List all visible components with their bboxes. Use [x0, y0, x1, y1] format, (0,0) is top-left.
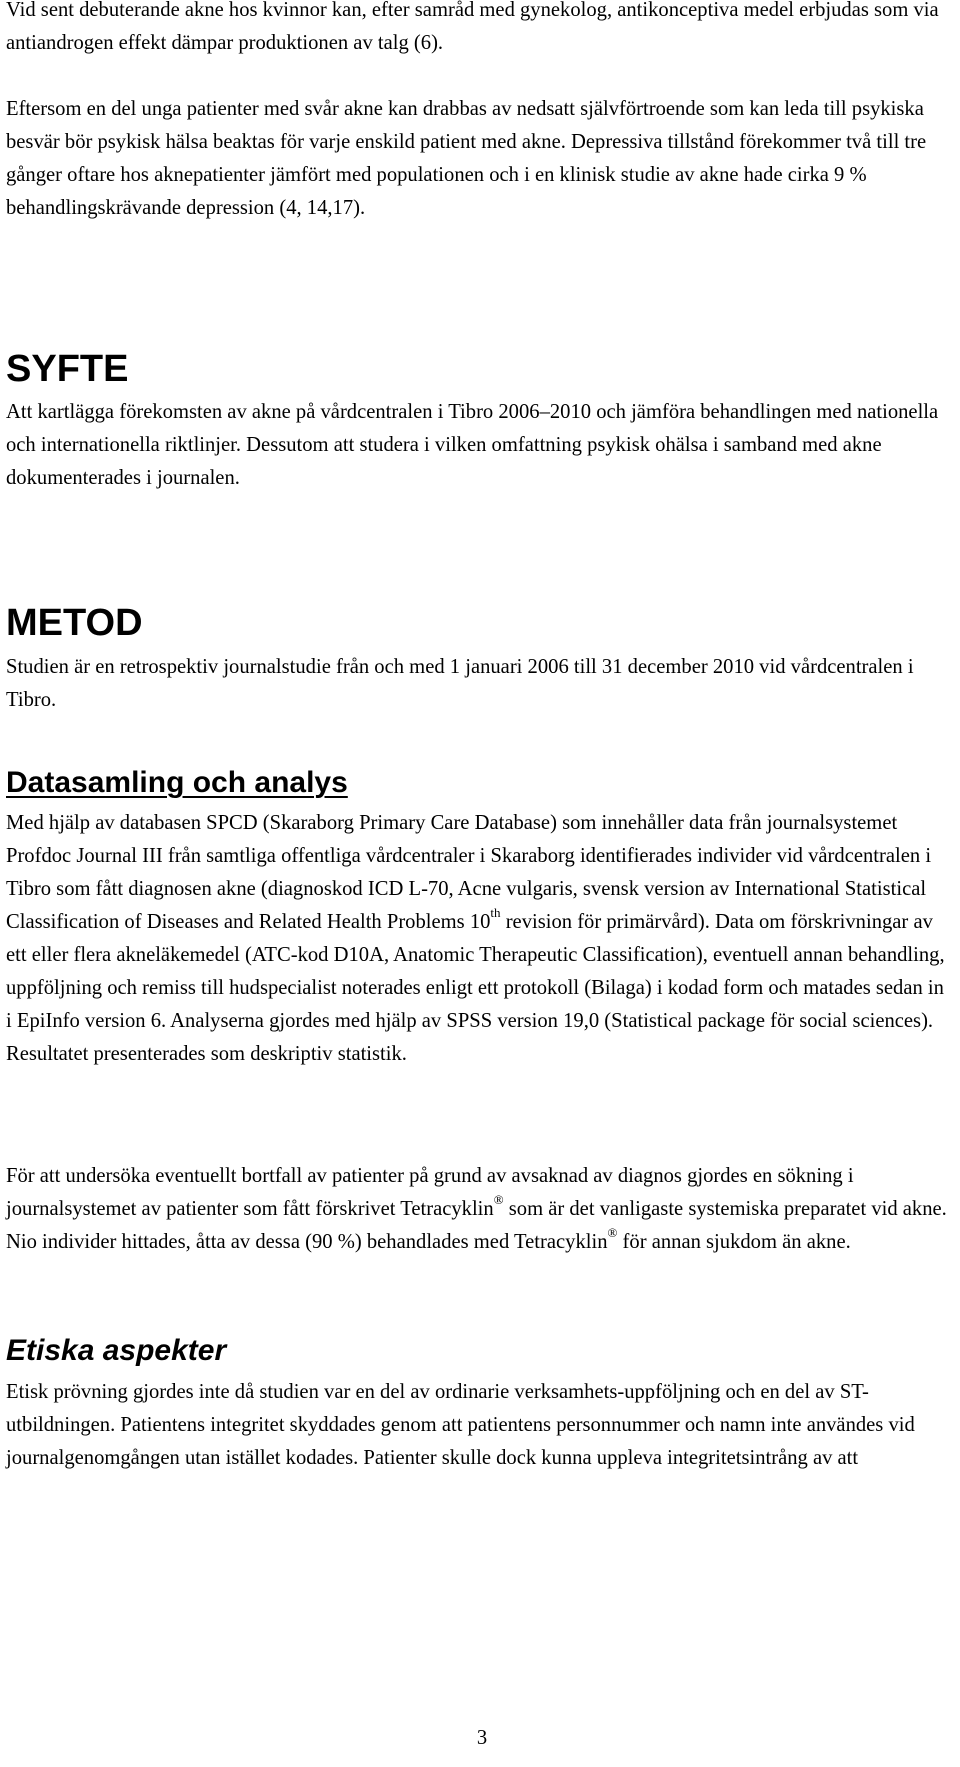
metod-paragraph: Studien är en retrospektiv journalstudie från och med 1 januari 2006 till 31 december 2010 vid vårdcentralen i Tibro. [6, 656, 914, 711]
intro-paragraph-1: Vid sent debuterande akne hos kvinnor kan, efter samråd med gynekolog, antikonceptiva medel erbjudas som via antiandrogen effekt dämpar produktionen av talg (6). [6, 0, 939, 54]
datasamling-p2-text-b: som är det vanligaste systemiska preparatet vid akne. Nio individer hittades, åtta av dessa (90 %) behandlades med Tetracyklin [6, 1198, 947, 1253]
datasamling-paragraph-1 [6, 807, 954, 1071]
ordinal-superscript: th [490, 905, 501, 921]
datasamling-heading: Datasamling och analys [6, 766, 348, 799]
datasamling-p1-text-b: revision för primärvård). Data om förskrivningar av ett eller flera akneläkemedel (ATC-kod D10A, Anatomic Therapeutic Classification), eventuell annan behandling, uppföljning och remiss till hudspecialist noterades enligt ett protokoll (Bilaga) i kodad form och matades sedan in i EpiInfo version 6. Analyserna gjordes med hjälp av SPSS version 19,0 (Statistical package för social sciences). Resultatet presenterades som deskriptiv statistik. [6, 911, 945, 1065]
syfte-paragraph: Att kartlägga förekomsten av akne på vårdcentralen i Tibro 2006–2010 och jämföra behandlingen med nationella och internationella riktlinjer. Dessutom att studera i vilken omfattning psykisk ohälsa i samband med akne dokumenterades i journalen. [6, 401, 939, 489]
datasamling-p2-text-c: för annan sjukdom än akne. [617, 1231, 851, 1253]
registered-mark: ® [607, 1225, 618, 1241]
datasamling-p1-text-a: Med hjälp av databasen SPCD (Skaraborg Primary Care Database) som innehåller data från journalsystemet Profdoc Journal III från samtliga offentliga vårdcentraler i Skaraborg identifierades individer vid vårdcentralen i Tibro som fått diagnosen akne (diagnoskod ICD L-70, Acne vulgaris, svensk version av International Statistical Classification of Diseases and Related Health Problems 10 [6, 812, 932, 933]
intro-section [6, 0, 954, 225]
datasamling-p2-text-a: För att undersöka eventuellt bortfall av patienter på grund av avsaknad av diagnos gjordes en sökning i journalsystemet av patienter som fått förskrivet Tetracyklin [6, 1165, 854, 1220]
etiska-paragraph: Etisk prövning gjordes inte då studien var en del av ordinarie verksamhets-uppföljning och en del av ST-utbildningen. Patientens integritet skyddades genom att patientens personnummer och namn inte användes vid journalgenomgången utan istället kodades. Patienter skulle dock kunna uppleva integritetsintrång av att [6, 1381, 915, 1469]
metod-heading: METOD [6, 602, 143, 644]
registered-mark: ® [493, 1192, 504, 1208]
datasamling-paragraph-2 [6, 1160, 954, 1259]
syfte-heading: SYFTE [6, 348, 129, 390]
page-number: 3 [476, 1727, 488, 1749]
etiska-heading: Etiska aspekter [6, 1334, 227, 1367]
intro-paragraph-2: Eftersom en del unga patienter med svår akne kan drabbas av nedsatt självförtroende som kan leda till psykiska besvär bör psykisk hälsa beaktas för varje enskild patient med akne. Depressiva tillstånd förekommer två till tre gånger oftare hos aknepatienter jämfört med populationen och i en klinisk studie av akne hade cirka 9 % behandlingskrävande depression (4, 14,17). [6, 98, 927, 219]
